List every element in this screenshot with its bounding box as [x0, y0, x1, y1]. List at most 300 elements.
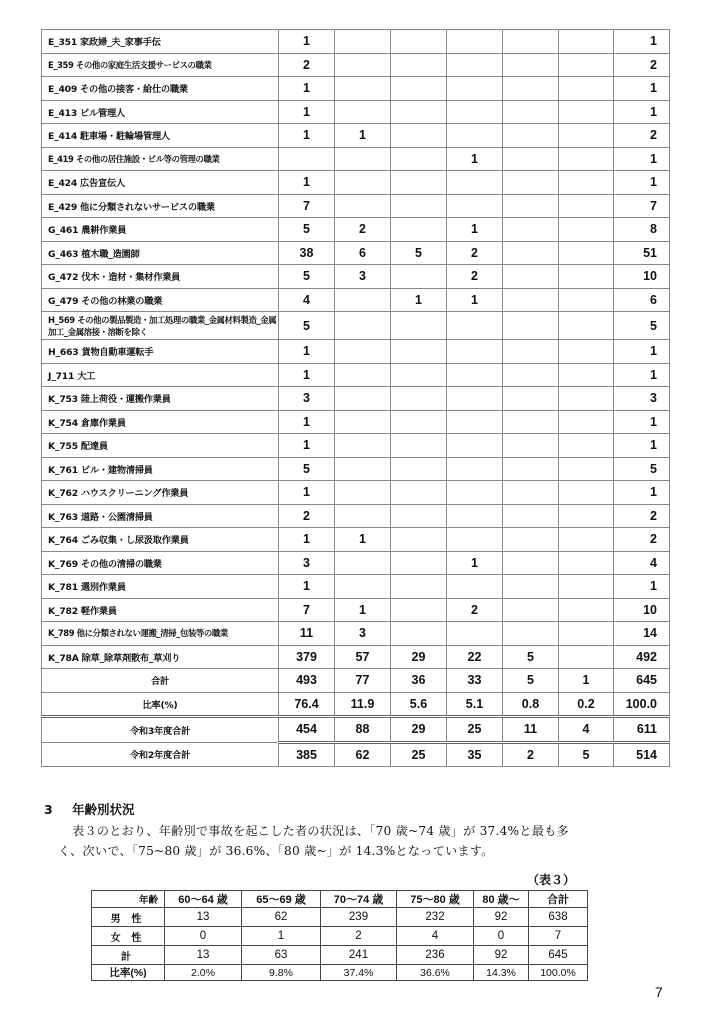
value-cell — [447, 434, 503, 458]
value-cell: 5 — [279, 218, 335, 242]
value-cell — [335, 53, 391, 77]
value-cell: 2 — [279, 53, 335, 77]
age-value-cell: 92 — [474, 908, 529, 927]
section-heading — [44, 800, 135, 818]
value-cell: 6 — [335, 241, 391, 265]
value-cell: 1 — [279, 77, 335, 101]
value-cell: 5 — [503, 669, 559, 693]
value-cell — [503, 100, 559, 124]
value-cell: 76.4 — [279, 692, 335, 717]
value-cell — [335, 288, 391, 312]
section-title: 年齢別状況 — [72, 802, 135, 817]
age-table — [91, 890, 588, 981]
table-row — [42, 504, 670, 528]
age-value-cell: 1 — [242, 927, 321, 946]
row-label: K_782 軽作業員 — [42, 598, 279, 622]
age-value-cell: 62 — [242, 908, 321, 927]
value-cell — [559, 481, 614, 505]
page-number: 7 — [655, 984, 663, 1000]
age-value-cell: 0 — [474, 927, 529, 946]
age-value-cell: 13 — [165, 908, 242, 927]
value-cell — [391, 340, 447, 364]
value-cell — [559, 30, 614, 54]
table-row — [42, 410, 670, 434]
row-label: H_663 貨物自動車運転手 — [42, 340, 279, 364]
table-row — [42, 481, 670, 505]
value-cell: 36 — [391, 669, 447, 693]
value-cell — [447, 363, 503, 387]
age-value-cell: 13 — [165, 946, 242, 965]
value-cell: 1 — [279, 340, 335, 364]
row-total-cell: 645 — [614, 669, 670, 693]
row-total-cell: 6 — [614, 288, 670, 312]
value-cell: 1 — [335, 528, 391, 552]
value-cell — [447, 171, 503, 195]
table-row — [42, 457, 670, 481]
row-label: E_409 その他の接客・給仕の職業 — [42, 77, 279, 101]
value-cell: 2 — [503, 742, 559, 767]
value-cell — [503, 410, 559, 434]
value-cell — [391, 312, 447, 340]
value-cell — [335, 457, 391, 481]
value-cell — [503, 288, 559, 312]
value-cell — [447, 53, 503, 77]
value-cell — [559, 77, 614, 101]
row-label: E_359 その他の家庭生活支援サービスの職業 — [42, 53, 279, 77]
table-row — [42, 194, 670, 218]
value-cell — [391, 77, 447, 101]
value-cell — [335, 434, 391, 458]
value-cell — [391, 194, 447, 218]
age-header-cell: 60～64 歳 — [165, 891, 242, 908]
value-cell — [503, 551, 559, 575]
value-cell: 3 — [335, 622, 391, 646]
value-cell: 1 — [279, 171, 335, 195]
value-cell: 1 — [279, 434, 335, 458]
row-label: E_429 他に分類されないサービスの職業 — [42, 194, 279, 218]
value-cell — [559, 147, 614, 171]
row-label: 令和3年度合計 — [42, 717, 279, 743]
value-cell — [447, 124, 503, 148]
row-total-cell: 1 — [614, 171, 670, 195]
row-total-cell: 1 — [614, 147, 670, 171]
row-total-cell: 4 — [614, 551, 670, 575]
row-label: K_78A 除草_除草剤散布_草刈り — [42, 645, 279, 669]
age-table-row — [92, 908, 588, 927]
age-value-cell: 14.3% — [474, 965, 529, 981]
row-label: G_461 農耕作業員 — [42, 218, 279, 242]
table-row — [42, 288, 670, 312]
value-cell — [503, 147, 559, 171]
value-cell: 5 — [559, 742, 614, 767]
value-cell — [559, 340, 614, 364]
value-cell — [503, 504, 559, 528]
occupation-accident-table — [41, 29, 670, 767]
value-cell — [447, 528, 503, 552]
value-cell — [559, 124, 614, 148]
r3-total-row — [42, 717, 670, 743]
value-cell — [559, 434, 614, 458]
value-cell: 1 — [279, 124, 335, 148]
value-cell: 7 — [279, 598, 335, 622]
value-cell — [559, 504, 614, 528]
table-row — [42, 551, 670, 575]
value-cell — [335, 504, 391, 528]
value-cell: 38 — [279, 241, 335, 265]
age-value-cell: 2.0% — [165, 965, 242, 981]
value-cell: 1 — [447, 551, 503, 575]
table-row — [42, 30, 670, 54]
value-cell — [391, 218, 447, 242]
value-cell: 2 — [447, 598, 503, 622]
row-label: E_414 駐車場・駐輪場管理人 — [42, 124, 279, 148]
value-cell: 5.6 — [391, 692, 447, 717]
value-cell — [391, 363, 447, 387]
value-cell: 4 — [559, 717, 614, 743]
value-cell — [503, 598, 559, 622]
value-cell — [335, 387, 391, 411]
age-value-cell: 0 — [165, 927, 242, 946]
table-row — [42, 241, 670, 265]
row-label: 比率(%) — [42, 692, 279, 717]
value-cell — [447, 312, 503, 340]
value-cell — [503, 53, 559, 77]
value-cell — [391, 434, 447, 458]
table-row — [42, 575, 670, 599]
row-label: K_769 その他の清掃の職業 — [42, 551, 279, 575]
value-cell: 33 — [447, 669, 503, 693]
value-cell: 35 — [447, 742, 503, 767]
value-cell — [335, 551, 391, 575]
row-total-cell: 1 — [614, 30, 670, 54]
row-total-cell: 1 — [614, 434, 670, 458]
value-cell — [335, 363, 391, 387]
value-cell — [559, 218, 614, 242]
value-cell — [391, 410, 447, 434]
age-row-label: 男 性 — [92, 908, 165, 927]
row-total-cell: 2 — [614, 528, 670, 552]
age-value-cell: 236 — [397, 946, 474, 965]
paragraph-line-2: く、次いで、「75~80 歳」が 36.6%、「80 歳~」が 14.3%となっています。 — [58, 844, 494, 858]
row-total-cell: 1 — [614, 77, 670, 101]
value-cell: 1 — [279, 100, 335, 124]
value-cell — [391, 147, 447, 171]
value-cell — [447, 481, 503, 505]
value-cell: 379 — [279, 645, 335, 669]
age-value-cell: 63 — [242, 946, 321, 965]
value-cell: 29 — [391, 645, 447, 669]
value-cell: 454 — [279, 717, 335, 743]
value-cell — [447, 575, 503, 599]
value-cell: 3 — [279, 387, 335, 411]
value-cell: 1 — [559, 669, 614, 693]
value-cell: 1 — [279, 481, 335, 505]
table-row — [42, 622, 670, 646]
row-total-cell: 3 — [614, 387, 670, 411]
table-row — [42, 124, 670, 148]
value-cell — [503, 30, 559, 54]
value-cell: 11 — [279, 622, 335, 646]
value-cell: 3 — [335, 265, 391, 289]
table-row — [42, 265, 670, 289]
value-cell — [503, 241, 559, 265]
row-total-cell: 51 — [614, 241, 670, 265]
row-label: K_764 ごみ収集・し尿汲取作業員 — [42, 528, 279, 552]
value-cell — [559, 53, 614, 77]
age-value-cell: 9.8% — [242, 965, 321, 981]
value-cell — [391, 457, 447, 481]
row-label: K_762 ハウスクリーニング作業員 — [42, 481, 279, 505]
paragraph-line-1: 表３のとおり、年齢別で事故を起こした者の状況は、「70 歳~74 歳」が 37.4%と最も多 — [72, 824, 569, 838]
value-cell — [503, 434, 559, 458]
age-header-corner: 年齢 — [92, 891, 165, 908]
value-cell — [391, 575, 447, 599]
value-cell — [503, 575, 559, 599]
row-total-cell: 1 — [614, 481, 670, 505]
table-row — [42, 645, 670, 669]
table-row — [42, 387, 670, 411]
age-value-cell: 645 — [529, 946, 588, 965]
row-label: K_781 選別作業員 — [42, 575, 279, 599]
value-cell — [559, 241, 614, 265]
age-table-row — [92, 965, 588, 981]
value-cell — [559, 645, 614, 669]
age-header-cell: 合計 — [529, 891, 588, 908]
section-paragraph — [58, 821, 678, 861]
value-cell: 29 — [391, 717, 447, 743]
row-label: K_753 陸上荷役・運搬作業員 — [42, 387, 279, 411]
row-label: 合計 — [42, 669, 279, 693]
table-row — [42, 598, 670, 622]
row-label: K_763 道路・公園清掃員 — [42, 504, 279, 528]
value-cell — [391, 481, 447, 505]
age-value-cell: 4 — [397, 927, 474, 946]
row-total-cell: 514 — [614, 742, 670, 767]
value-cell — [559, 194, 614, 218]
row-total-cell: 10 — [614, 598, 670, 622]
value-cell — [503, 481, 559, 505]
value-cell — [391, 551, 447, 575]
age-row-label: 女 性 — [92, 927, 165, 946]
value-cell: 1 — [279, 410, 335, 434]
value-cell — [503, 363, 559, 387]
row-total-cell: 7 — [614, 194, 670, 218]
value-cell — [335, 481, 391, 505]
row-total-cell: 611 — [614, 717, 670, 743]
row-total-cell: 5 — [614, 312, 670, 340]
row-total-cell: 14 — [614, 622, 670, 646]
row-total-cell: 2 — [614, 504, 670, 528]
total-row — [42, 669, 670, 693]
row-label: E_351 家政婦_夫_家事手伝 — [42, 30, 279, 54]
age-header-cell: 80 歳～ — [474, 891, 529, 908]
value-cell — [559, 575, 614, 599]
value-cell — [391, 100, 447, 124]
value-cell: 5 — [391, 241, 447, 265]
value-cell: 5 — [279, 265, 335, 289]
value-cell — [391, 124, 447, 148]
row-total-cell: 1 — [614, 100, 670, 124]
age-header-cell: 65～69 歳 — [242, 891, 321, 908]
value-cell — [503, 528, 559, 552]
row-total-cell: 1 — [614, 575, 670, 599]
value-cell: 2 — [335, 218, 391, 242]
value-cell: 62 — [335, 742, 391, 767]
row-total-cell: 1 — [614, 410, 670, 434]
value-cell — [503, 124, 559, 148]
value-cell — [391, 53, 447, 77]
age-value-cell: 92 — [474, 946, 529, 965]
table-row — [42, 528, 670, 552]
age-value-cell: 7 — [529, 927, 588, 946]
value-cell — [447, 100, 503, 124]
age-header-cell: 75～80 歳 — [397, 891, 474, 908]
value-cell — [559, 265, 614, 289]
row-label: H_569 その他の製品製造・加工処理の職業_金属材料製造_金属加工_金属溶接・溶断を除く — [42, 312, 279, 340]
value-cell — [559, 528, 614, 552]
row-total-cell: 8 — [614, 218, 670, 242]
value-cell — [559, 312, 614, 340]
value-cell: 88 — [335, 717, 391, 743]
value-cell — [447, 30, 503, 54]
value-cell — [447, 622, 503, 646]
value-cell: 1 — [391, 288, 447, 312]
value-cell: 25 — [391, 742, 447, 767]
value-cell — [503, 265, 559, 289]
value-cell — [279, 147, 335, 171]
value-cell: 7 — [279, 194, 335, 218]
value-cell: 1 — [279, 528, 335, 552]
value-cell: 2 — [447, 265, 503, 289]
value-cell — [503, 171, 559, 195]
value-cell: 2 — [447, 241, 503, 265]
value-cell — [559, 387, 614, 411]
row-label: G_479 その他の林業の職業 — [42, 288, 279, 312]
value-cell — [559, 288, 614, 312]
table-row — [42, 147, 670, 171]
value-cell: 11.9 — [335, 692, 391, 717]
value-cell — [391, 622, 447, 646]
row-total-cell: 2 — [614, 53, 670, 77]
value-cell: 22 — [447, 645, 503, 669]
value-cell — [335, 100, 391, 124]
row-label: E_419 その他の居住施設・ビル等の管理の職業 — [42, 147, 279, 171]
row-label: K_761 ビル・建物清掃員 — [42, 457, 279, 481]
value-cell — [335, 194, 391, 218]
age-table-row — [92, 927, 588, 946]
age-value-cell: 239 — [321, 908, 397, 927]
value-cell — [335, 340, 391, 364]
value-cell — [335, 30, 391, 54]
value-cell — [391, 598, 447, 622]
table-row — [42, 53, 670, 77]
table-row — [42, 340, 670, 364]
row-label: K_755 配達員 — [42, 434, 279, 458]
table-row — [42, 100, 670, 124]
row-label: K_789 他に分類されない運搬_清掃_包装等の職業 — [42, 622, 279, 646]
value-cell: 25 — [447, 717, 503, 743]
value-cell: 5.1 — [447, 692, 503, 717]
row-label: E_413 ビル管理人 — [42, 100, 279, 124]
value-cell: 0.8 — [503, 692, 559, 717]
value-cell: 385 — [279, 742, 335, 767]
row-label: 令和2年度合計 — [42, 742, 279, 767]
value-cell — [335, 171, 391, 195]
value-cell — [447, 194, 503, 218]
section-number: 3 — [44, 802, 53, 817]
value-cell: 5 — [503, 645, 559, 669]
value-cell — [391, 504, 447, 528]
row-total-cell: 2 — [614, 124, 670, 148]
value-cell — [391, 30, 447, 54]
value-cell — [559, 457, 614, 481]
row-label: J_711 大工 — [42, 363, 279, 387]
value-cell — [447, 410, 503, 434]
row-label: G_463 植木職_造園師 — [42, 241, 279, 265]
value-cell — [503, 457, 559, 481]
value-cell — [335, 575, 391, 599]
value-cell — [447, 340, 503, 364]
value-cell — [559, 171, 614, 195]
value-cell — [559, 363, 614, 387]
table-row — [42, 312, 670, 340]
value-cell: 57 — [335, 645, 391, 669]
value-cell — [503, 340, 559, 364]
table-row — [42, 218, 670, 242]
age-row-label: 計 — [92, 946, 165, 965]
value-cell: 1 — [335, 598, 391, 622]
age-header-cell: 70～74 歳 — [321, 891, 397, 908]
value-cell: 493 — [279, 669, 335, 693]
value-cell — [559, 598, 614, 622]
value-cell — [391, 528, 447, 552]
value-cell — [559, 551, 614, 575]
value-cell: 5 — [279, 457, 335, 481]
value-cell: 2 — [279, 504, 335, 528]
value-cell: 5 — [279, 312, 335, 340]
value-cell — [335, 312, 391, 340]
value-cell — [503, 312, 559, 340]
value-cell: 11 — [503, 717, 559, 743]
age-value-cell: 241 — [321, 946, 397, 965]
value-cell — [447, 77, 503, 101]
value-cell: 1 — [335, 124, 391, 148]
table-caption: （表３） — [527, 873, 576, 887]
age-value-cell: 36.6% — [397, 965, 474, 981]
value-cell: 1 — [279, 363, 335, 387]
age-row-label: 比率(%) — [92, 965, 165, 981]
value-cell — [335, 77, 391, 101]
table-row — [42, 363, 670, 387]
value-cell: 0.2 — [559, 692, 614, 717]
value-cell — [447, 457, 503, 481]
value-cell: 1 — [447, 218, 503, 242]
age-table-row — [92, 946, 588, 965]
value-cell — [335, 147, 391, 171]
value-cell: 4 — [279, 288, 335, 312]
value-cell: 1 — [447, 147, 503, 171]
age-value-cell: 232 — [397, 908, 474, 927]
value-cell — [447, 504, 503, 528]
value-cell — [503, 218, 559, 242]
row-label: E_424 広告宣伝人 — [42, 171, 279, 195]
value-cell: 3 — [279, 551, 335, 575]
value-cell — [335, 410, 391, 434]
age-value-cell: 37.4% — [321, 965, 397, 981]
value-cell — [559, 410, 614, 434]
value-cell — [447, 387, 503, 411]
row-total-cell: 1 — [614, 363, 670, 387]
